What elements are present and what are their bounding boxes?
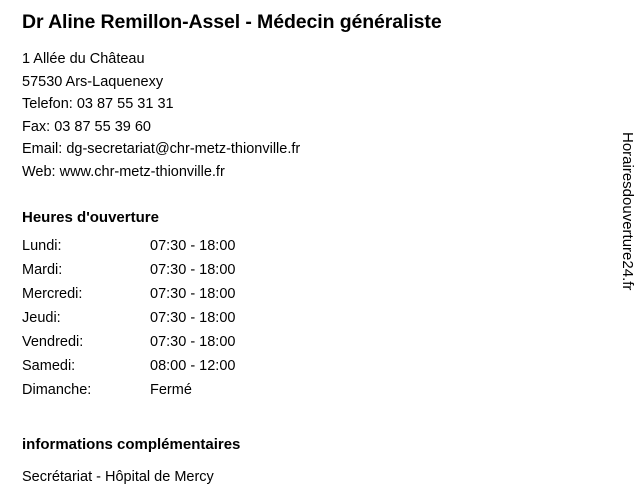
hours-time-value: 07:30 - 18:00: [150, 334, 236, 350]
hours-time-value: 07:30 - 18:00: [150, 262, 236, 278]
hours-time-value: 07:30 - 18:00: [150, 310, 236, 326]
hours-day-label: Dimanche:: [22, 382, 92, 398]
table-row: [22, 310, 235, 334]
opening-hours-table: [22, 238, 235, 406]
address-street: 1 Allée du Château: [22, 51, 145, 67]
additional-info-heading: informations complémentaires: [22, 436, 241, 453]
hours-day-label: Lundi:: [22, 238, 62, 254]
email-line: Email: dg-secretariat@chr-metz-thionville.fr: [22, 141, 301, 157]
phone-line: Telefon: 03 87 55 31 31: [22, 96, 174, 112]
fax-line: Fax: 03 87 55 39 60: [22, 118, 151, 135]
hours-day-label: Vendredi:: [22, 334, 84, 350]
hours-day-label: Jeudi:: [22, 310, 61, 326]
table-row: [22, 286, 235, 310]
hours-day-label: Mardi:: [22, 262, 63, 278]
table-row: [22, 334, 235, 358]
hours-time-value: Fermé: [150, 382, 192, 398]
hours-day-label: Mercredi:: [22, 286, 83, 302]
listing-content: [22, 10, 582, 487]
hours-time-value: 07:30 - 18:00: [150, 286, 236, 302]
additional-info-text: Secrétariat - Hôpital de Mercy: [22, 469, 214, 485]
hours-time-value: 08:00 - 12:00: [150, 358, 236, 374]
address-block: [22, 48, 582, 183]
hours-day-label: Samedi:: [22, 358, 76, 374]
table-row: [22, 238, 235, 262]
watermark-text: Horairesdouverture24.fr: [619, 132, 636, 291]
page-title: Dr Aline Remillon-Assel - Médecin généraliste: [22, 11, 442, 33]
web-line: Web: www.chr-metz-thionville.fr: [22, 163, 225, 180]
opening-hours-heading: Heures d'ouverture: [22, 209, 159, 226]
hours-time-value: 07:30 - 18:00: [150, 238, 236, 254]
address-city: 57530 Ars-Laquenexy: [22, 73, 164, 90]
table-row: [22, 382, 235, 406]
table-row: [22, 358, 235, 382]
table-row: [22, 262, 235, 286]
